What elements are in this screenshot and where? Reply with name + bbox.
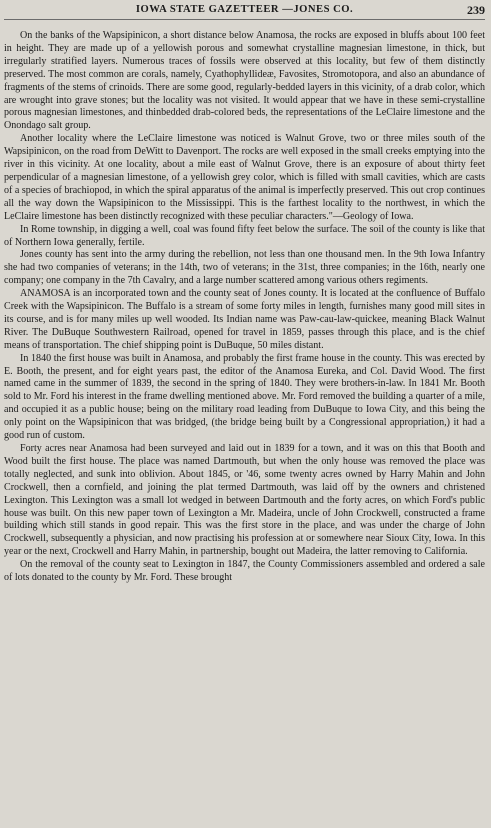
paragraph-anamosa: ANAMOSA is an incorporated town and the county seat of Jones county. It is located at the confluence of Buffalo Creek with the Wapsipinicon. The Buffalo is a stream of some forty miles in length, furnishes many good mill sites in its course, and is for many miles up well wooded. Its Indian name was Paw-cau-law-quickee, meaning Black Walnut River. The DuBuque Southwestern Railroad, opened for travel in 1859, passes through this place, and is the chief means of transportation. The chief shipping point is DuBuque, 50 miles distant. bbox=[4, 288, 485, 351]
paragraph-walnut-grove: Another locality where the LeClaire limestone was noticed is Walnut Grove, two or three miles south of the Wapsipinicon, on the road from DeWitt to Davenport. The rocks are well exposed in the small creeks emptying into the river in this vicinity. At one locality, about a mile east of Walnut Grove, there is an exposure of about thirty feet perpendicular of a magnesian limestone, of a yellowish grey color, which is filled with small cavities, which are casts of a species of brachiopod, in which the spiral apparatus of the animal is imperfectly preserved. This out crop continues all the way down the Wapsipinicon to the Mississippi. This is the farthest locality to the northwest, in which the LeClaire limestone has been distinctly recognized with these peculiar characters."—Geology of Iowa. bbox=[4, 133, 485, 222]
paragraph-rocks-near-anamosa: On the banks of the Wapsipinicon, a short distance below Anamosa, the rocks are exposed in bluffs about 100 feet in height. They are made up of a yellowish porous and somewhat crystalline magnesian limestone, in thick, but irregularly stratified layers. Numerous traces of fossils were observed at this locality, but few of them distinctly preserved. The most common are corals, namely, Cyathophyllideæ, Favosites, Stromotopora, and also an abundance of fragments of the stems of crinoids. There are some good, regularly-bedded layers in this vicinity, of a drab color, which are wrought into grave stones; but the locality was not visited. It would appear that we have in these semi-crystalline porous magnesian limestones, and thinbedded drab-colored beds, the representations of the LeClaire limestone and the Onondago salt group. bbox=[4, 30, 485, 132]
paragraph-rome-township: In Rome township, in digging a well, coal was found fifty feet below the surface. The soil of the county is like that of Northern Iowa generally, fertile. bbox=[4, 223, 485, 248]
paragraph-dartmouth-lexington: Forty acres near Anamosa had been surveyed and laid out in 1839 for a town, and it was on this that Booth and Wood built the first house. The place was named Dartmouth, but when the only house was removed the place was totally neglected, and sunk into oblivion. About 1845, or '46, some twenty acres owned by Harry Mahin and John Crockwell, then a cornfield, and joining the plat termed Dartmouth, was laid off by the owners and christened Lexington. This Lexington was a small lot wedged in between Dartmouth and the forty acres, on which Ford's public house was built. On this new paper town of Lexington a Mr. Madeira, uncle of John Crockwell, constructed a frame building which still stands in good repair. This was the first store in the place, and was under the charge of John Crockwell, subsequently a physician, and now practising his profession at or somewhere near Sioux City, Iowa. In this year or the next, Crockwell and Harry Mahin, in partnership, bought out Madeira, the latter removing to California. bbox=[4, 443, 485, 558]
paragraph-army-service: Jones county has sent into the army during the rebellion, not less than one thousand men. In the 9th Iowa Infantry she had two companies of veterans; in the 14th, two of veterans; in the 31st, three companies; in the 16th, nearly one company; one company in the 7th Cavalry, and a large number scattered among various others regiments. bbox=[4, 249, 485, 287]
paragraph-county-seat: On the removal of the county seat to Lexington in 1847, the County Commissioners assembled and ordered a sale of lots donated to the county by Mr. Ford. These brought bbox=[4, 559, 485, 584]
article-body bbox=[4, 30, 485, 585]
paragraph-first-house: In 1840 the first house was built in Anamosa, and probably the first frame house in the county. This was erected by E. Booth, the present, and for eight years past, the editor of the Anamosa Eureka, and Col. David Wood. The first named came in the summer of 1839, the second in the spring of 1840. They were brothers-in-law. In 1841 Mr. Booth sold to Mr. Ford his interest in the frame dwelling mentioned above. Mr. Ford removed the building a quarter of a mile, and occupied it as a public house; being on the military road leading from DuBuque to Iowa City, and this being the only point on the Wapsipinicon that was bridged, (the bridge being built by a Congressional appropriation,) it had a good run of custom. bbox=[4, 352, 485, 442]
running-head: IOWA STATE GAZETTEER —JONES CO. bbox=[135, 4, 354, 15]
page-number: 239 bbox=[467, 3, 485, 17]
page-header bbox=[4, 4, 485, 20]
